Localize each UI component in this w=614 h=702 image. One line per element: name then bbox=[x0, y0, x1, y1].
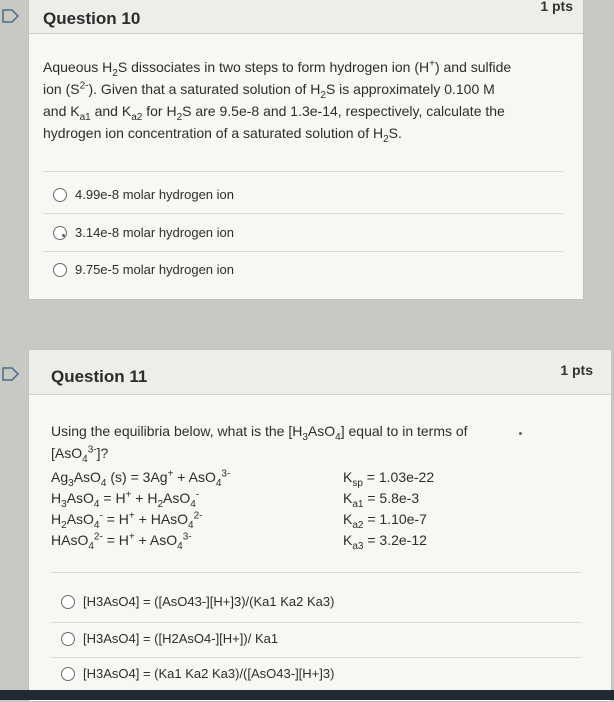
divider bbox=[43, 213, 563, 214]
radio-button[interactable] bbox=[53, 226, 67, 240]
constant-ka2: $K_{a2} = 1.10e-7$ bbox=[343, 511, 427, 531]
flag-icon[interactable] bbox=[2, 8, 20, 24]
radio-button[interactable] bbox=[61, 667, 75, 681]
question-11-card bbox=[28, 349, 612, 702]
answer-option[interactable]: [H3AsO4] = (Ka1 Ka2 Ka3)/([AsO43-][H+]3) bbox=[61, 666, 334, 681]
equilibria-list bbox=[51, 467, 230, 551]
radio-button[interactable] bbox=[61, 632, 75, 646]
bottom-bar bbox=[0, 690, 614, 700]
radio-button[interactable] bbox=[53, 263, 67, 277]
radio-button[interactable] bbox=[53, 188, 67, 202]
divider bbox=[51, 657, 581, 658]
constants-list bbox=[343, 467, 434, 551]
stray-dot bbox=[519, 432, 522, 435]
question-10-header bbox=[29, 0, 583, 34]
constant-ksp: $K_{sp} = 1.03e-22$ bbox=[343, 469, 435, 489]
equation-4: HAsO$_4^{2-}$ = H+ + AsO$_4^{3-}$ bbox=[51, 531, 192, 552]
question-10-card bbox=[28, 0, 584, 300]
answer-option[interactable]: 4.99e-8 molar hydrogen ion bbox=[53, 187, 234, 202]
question-11-title: Question 11 bbox=[51, 367, 148, 386]
equation-1: $Ag_3AsO_4$ (s) = 3Ag+ + AsO$_4^{3-}$ bbox=[51, 468, 231, 489]
answer-option[interactable]: [H3AsO4] = ([AsO43-][H+]3)/(Ka1 Ka2 Ka3) bbox=[61, 594, 334, 609]
question-10-title: Question 10 bbox=[43, 9, 141, 28]
question-11-prompt: Using the equilibria below, what is the $[H_3AsO_4]$ equal to in terms of [AsO$_4^{3-}$]? bbox=[51, 423, 468, 465]
question-11-header bbox=[29, 350, 611, 395]
radio-button[interactable] bbox=[61, 595, 75, 609]
question-11-points: 1 pts bbox=[560, 362, 593, 378]
equation-3: $H_2AsO_4^- = H^+$ + HAsO$_4^{2-}$ bbox=[51, 510, 203, 531]
divider bbox=[51, 622, 581, 623]
constant-ka3: $K_{a3} = 3.2e-12$ bbox=[343, 532, 427, 552]
stray-dot bbox=[62, 234, 65, 237]
question-10-points: 1 pts bbox=[540, 0, 573, 14]
divider bbox=[51, 572, 581, 573]
question-10-text: Aqueous $H_2S$ dissociates in two steps to form hydrogen ion (H+) and sulfide ion $(S^{2-})$. Given that a saturated solution of $H_2S$ is approximately 0.100 M and $K_{a1}$ and $K_{a2}$ for $H_2S$ are 9.5e-8 and 1.3e-14, respectively, calculate the hydrogen ion concentration of a saturated solution of $H_2S$. bbox=[43, 58, 512, 145]
divider bbox=[43, 171, 563, 172]
constant-ka1: $K_{a1} = 5.8e-3$ bbox=[343, 490, 420, 510]
flag-icon[interactable] bbox=[2, 366, 20, 382]
answer-option[interactable]: [H3AsO4] = ([H2AsO4-][H+])/ Ka1 bbox=[61, 631, 278, 646]
divider bbox=[43, 251, 563, 252]
answer-option[interactable]: 9.75e-5 molar hydrogen ion bbox=[53, 262, 234, 277]
answer-option[interactable]: 3.14e-8 molar hydrogen ion bbox=[53, 225, 234, 240]
equation-2: $H_3AsO_4 = H^+ + H_2AsO_4^-$ bbox=[51, 489, 200, 510]
